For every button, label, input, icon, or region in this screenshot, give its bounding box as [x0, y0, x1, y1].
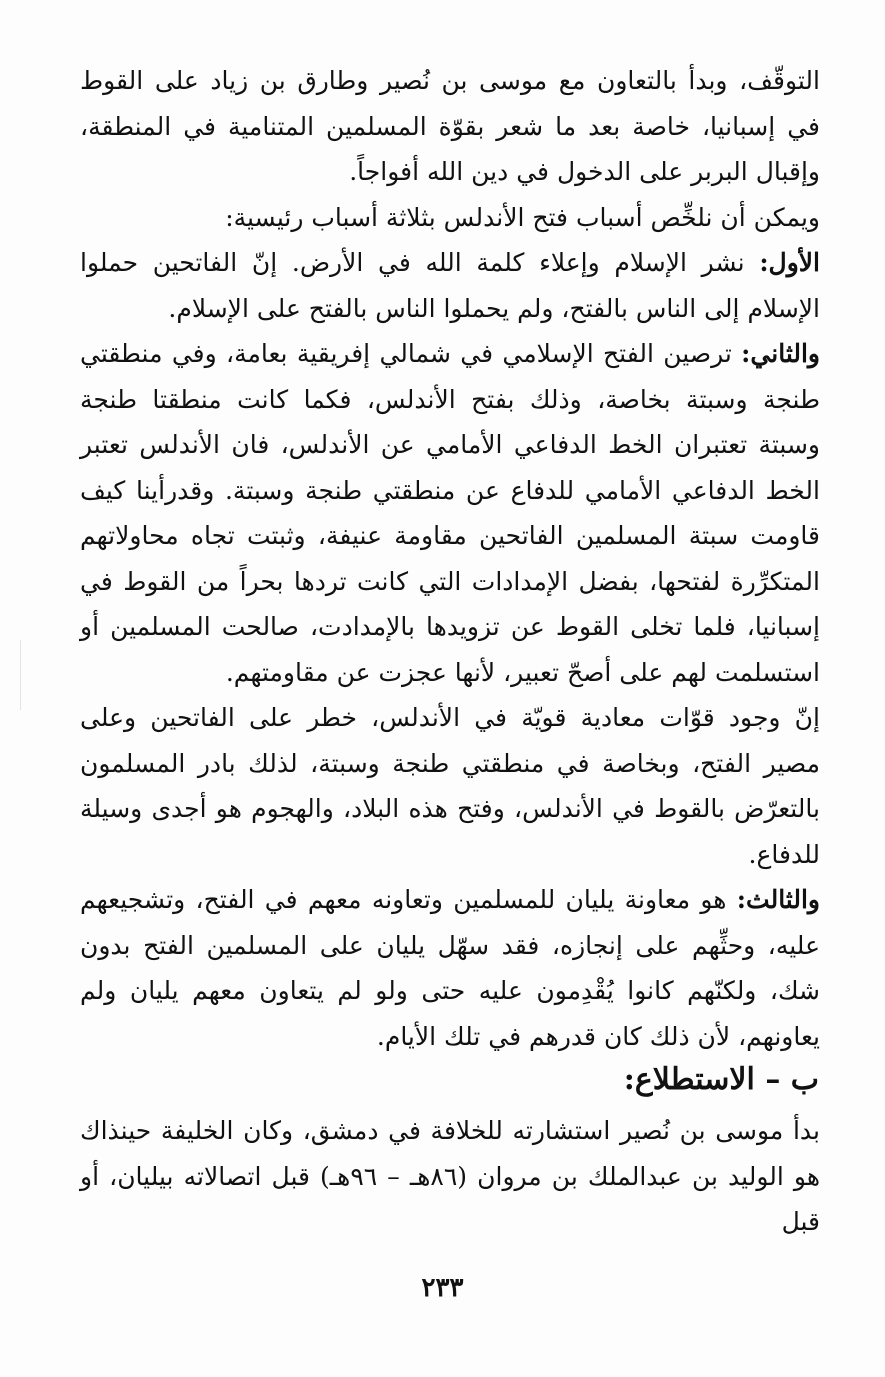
paragraph-text: إنّ وجود قوّات معادية قويّة في الأندلس، خطر على الفاتحين وعلى مصير الفتح، وبخاصة في منطقتي طنجة وسبتة، لذلك بادر المسلمون بالتعرّض بالقوط في الأندلس، وفتح هذه البلاد، والهجوم هو أجدى وسيلة للدفاع.: [80, 703, 820, 869]
paragraph-intro: [80, 58, 820, 195]
paragraph-first-reason: [80, 240, 820, 331]
paragraph-text: ويمكن أن نلخِّص أسباب فتح الأندلس بثلاثة أسباب رئيسية:: [225, 202, 820, 232]
page-number: ٢٣٣: [421, 1273, 464, 1303]
paragraph-text: هو معاونة يليان للمسلمين وتعاونه معهم في الفتح، وتشجيعهم عليه، وحثِّهم على إنجازه، فقد سهّل يليان على المسلمين الفتح بدون شك، ولكنّهم كانوا يُقْدِمون عليه حتى ولو لم يتعاون معهم يليان ولم يعاونهم، لأن ذلك كان قدرهم في تلك الأيام.: [80, 885, 820, 1051]
paragraph-enemy-forces: [80, 695, 820, 877]
paragraph-summary: [80, 195, 820, 241]
paragraph-second-reason: [80, 331, 820, 695]
paragraph-text: ترصين الفتح الإسلامي في شمالي إفريقية بعامة، وفي منطقتي طنجة وسبتة بخاصة، وذلك بفتح الأندلس، فكما كانت منطقتا طنجة وسبتة تعتبران الخط الدفاعي الأمامي عن الأندلس، فان الأندلس تعتبر الخط الدفاعي الأمامي للدفاع عن منطقتي طنجة وسبتة. وقدرأينا كيف قاومت سبتة المسلمين الفاتحين مقاومة عنيفة، وثبتت تجاه محاولاتهم المتكرِّرة لفتحها، بفضل الإمدادات التي كانت تردها بحراً من القوط في إسبانيا، فلما تخلى القوط عن تزويدها بالإمدادت، صالحت المسلمين أو استسلمت لهم على أصحّ تعبير، لأنها عجزت عن مقاومتهم.: [80, 339, 820, 687]
paragraph-lead: الأول:: [759, 248, 820, 277]
paragraph-text: التوقّف، وبدأ بالتعاون مع موسى بن نُصير وطارق بن زياد على القوط في إسبانيا، خاصة بعد ما شعر بقوّة المسلمين المتنامية في المنطقة، وإقبال البربر على الدخول في دين الله أفواجاً.: [80, 66, 820, 186]
paragraph-third-reason: [80, 877, 820, 1059]
section-text: [80, 1108, 820, 1245]
paragraph-text: نشر الإسلام وإعلاء كلمة الله في الأرض. إنّ الفاتحين حملوا الإسلام إلى الناس بالفتح، ولم يحملوا الناس بالفتح على الإسلام.: [80, 248, 820, 323]
paragraph-lead: والثالث:: [736, 885, 820, 914]
paragraph-text: بدأ موسى بن نُصير استشارته للخلافة في دمشق، وكان الخليفة حينذاك هو الوليد بن عبدالملك بن مروان (٨٦هـ – ٩٦هـ) قبل اتصالاته بيليان، أو قبل: [80, 1116, 821, 1236]
section-heading: ب – الاستطلاع:: [623, 1062, 819, 1097]
main-text: [80, 58, 820, 1059]
margin-mark: [20, 640, 21, 710]
paragraph-reconnaissance: [80, 1108, 820, 1245]
paragraph-lead: والثاني:: [741, 339, 820, 368]
